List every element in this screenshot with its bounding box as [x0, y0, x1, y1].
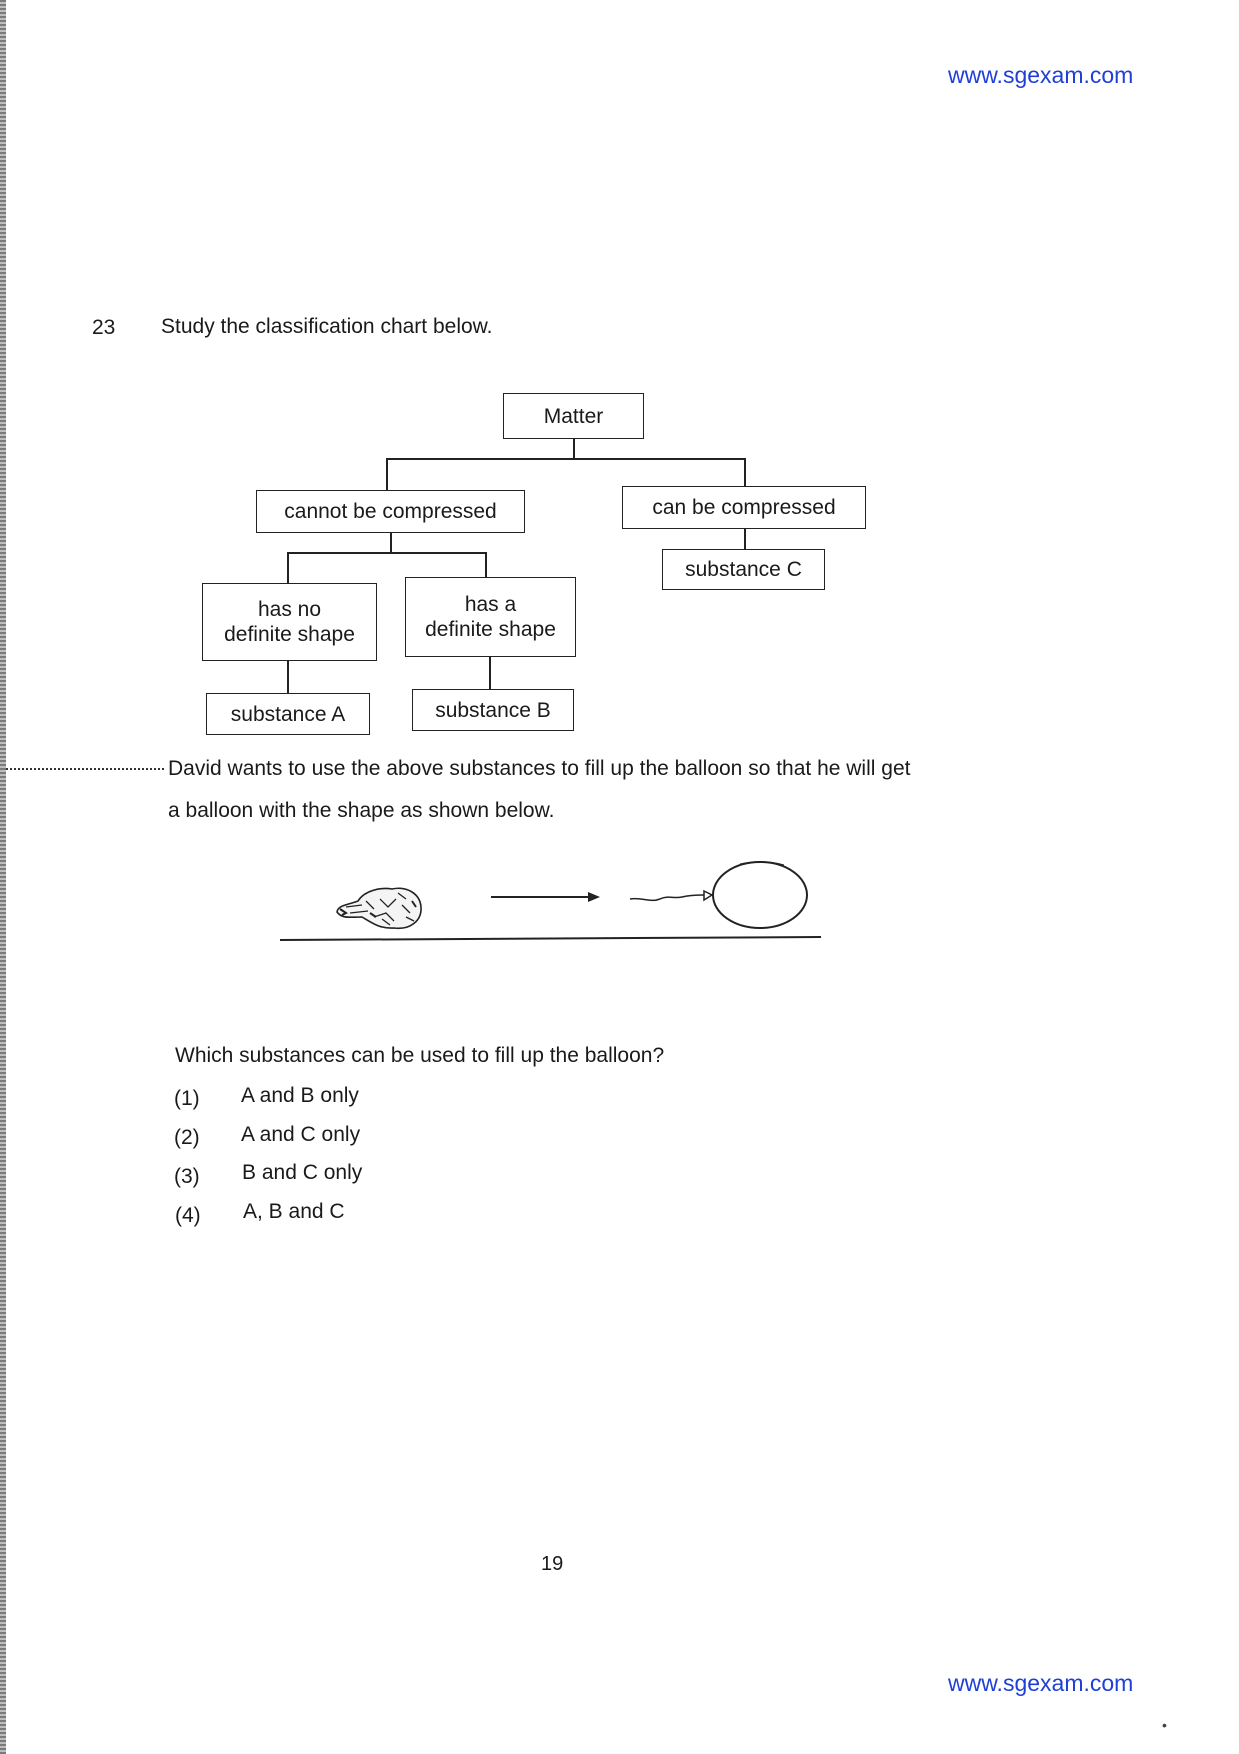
chart-leaf-substance-a: substance A: [206, 693, 370, 735]
chart-connector: [287, 552, 487, 554]
line-2: definite shape: [224, 623, 355, 646]
chart-connector: [744, 458, 746, 487]
deflated-balloon-icon: [337, 888, 421, 928]
chart-connector: [287, 552, 289, 583]
chart-connector: [390, 533, 392, 553]
chart-node-definite-shape: [405, 577, 576, 657]
line-1: has a: [464, 593, 517, 616]
header-site-link[interactable]: www.sgexam.com: [948, 62, 1134, 88]
line-1: has no: [257, 598, 322, 621]
chart-node-cannot-be-compressed: cannot be compressed: [256, 490, 525, 533]
option-number: (4): [175, 1204, 201, 1227]
passage-line-2: a balloon with the shape as shown below.: [168, 799, 555, 822]
chart-connector: [386, 458, 388, 490]
ground-line: [280, 937, 821, 940]
chart-connector: [744, 529, 746, 549]
balloon-illustration: [270, 855, 830, 950]
chart-node-can-be-compressed: can be compressed: [622, 486, 866, 529]
chart-leaf-substance-b: substance B: [412, 689, 574, 731]
chart-connector: [573, 439, 575, 459]
option-number: (1): [174, 1087, 200, 1110]
margin-dotted-line: [6, 768, 164, 770]
question-prompt: Study the classification chart below.: [161, 315, 493, 338]
option-text: A and B only: [241, 1084, 359, 1107]
scan-edge: [0, 0, 6, 1754]
chart-connector: [489, 657, 491, 689]
question-number: 23: [92, 316, 116, 339]
chart-connector: [386, 458, 746, 460]
chart-node-no-definite-shape: [202, 583, 377, 661]
option-text: A and C only: [241, 1123, 361, 1146]
question-ask: Which substances can be used to fill up the balloon?: [175, 1044, 665, 1067]
inflated-balloon-icon: [630, 862, 807, 928]
option-number: (3): [174, 1165, 200, 1188]
page-number: 19: [541, 1553, 564, 1575]
chart-node-matter: Matter: [503, 393, 644, 439]
chart-connector: [485, 552, 487, 577]
passage-line-1: David wants to use the above substances to fill up the balloon so that he will get: [168, 757, 911, 780]
scan-mark: •: [1162, 1717, 1167, 1733]
option-text: B and C only: [242, 1161, 363, 1184]
chart-node-text: [224, 597, 355, 647]
arrow-icon: [491, 892, 600, 902]
chart-connector: [287, 661, 289, 693]
option-number: (2): [174, 1126, 200, 1149]
footer-site-link[interactable]: www.sgexam.com: [948, 1670, 1134, 1696]
chart-node-text: [425, 592, 556, 642]
line-2: definite shape: [425, 618, 556, 641]
option-text: A, B and C: [243, 1200, 345, 1223]
chart-leaf-substance-c: substance C: [662, 549, 825, 590]
